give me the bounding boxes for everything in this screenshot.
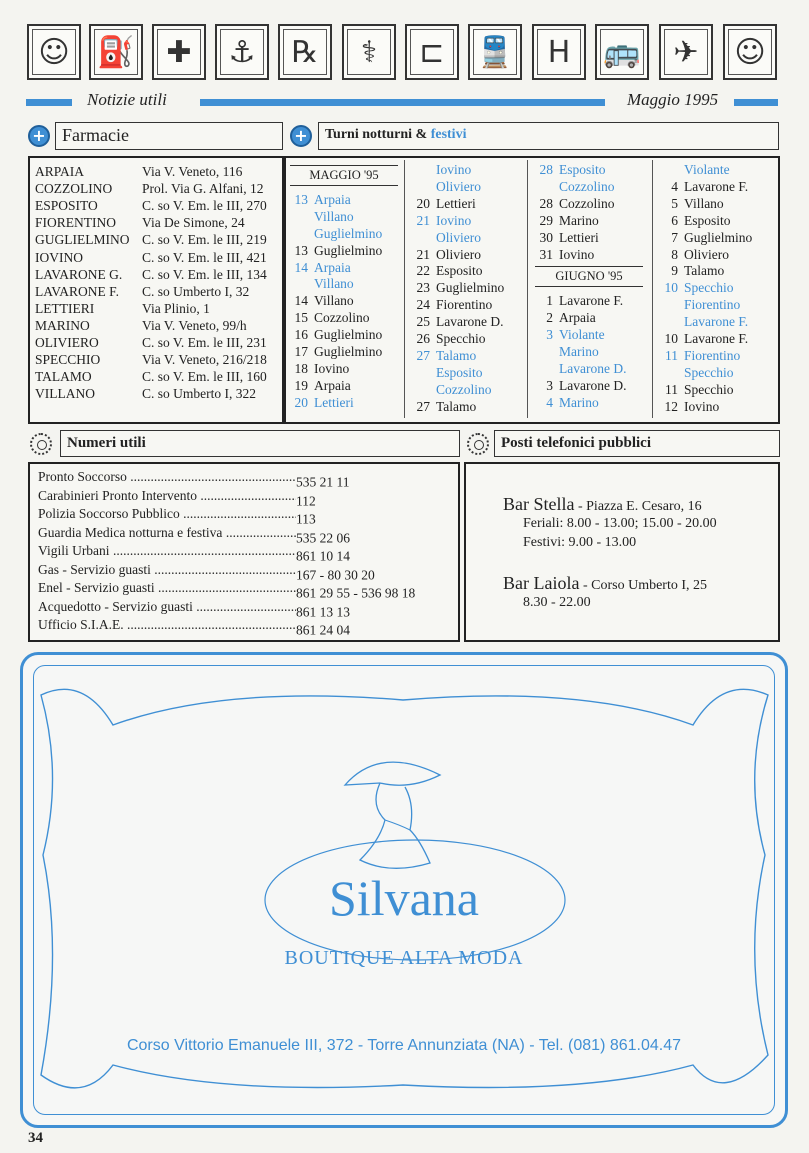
shift-day: 30 [539,229,553,245]
shift-day: 7 [671,229,678,245]
phone-dial-icon-2 [467,433,489,455]
shift-pharmacy: Violante [559,327,605,343]
shift-pharmacy: Fiorentino [684,347,741,363]
shift-pharmacy: Esposito [684,212,731,228]
shift-pharmacy: Specchio [684,280,734,296]
shift-pharmacy: Cozzolino [559,178,615,194]
shift-pharmacy: Oliviero [436,246,481,262]
shift-pharmacy: Cozzolino [436,381,492,397]
shift-pharmacy: Talamo [684,263,725,279]
header-rule-right [734,99,778,106]
useful-number-label-text: Ufficio S.I.A.E. [38,617,124,632]
shift-pharmacy: Lavarone D. [559,377,627,393]
turni-column [656,162,772,416]
shift-pharmacy: Iovino [436,162,472,177]
bus-icon: 🚌 [595,24,649,80]
shift-day: 21 [416,246,430,262]
pharmacy-address: Via V. Veneto, 116 [142,164,243,179]
farmacie-title: Farmacie [55,122,283,150]
shift-day [656,365,678,382]
useful-number-label [38,598,296,617]
shift-row [656,196,772,213]
shift-pharmacy: Guglielmino [314,344,383,360]
shift-day: 10 [664,331,678,347]
shift-day: 28 [539,195,553,211]
shift-row [286,378,402,395]
shift-pharmacy: Arpaia [314,259,351,275]
bar-stella-address: - Piazza E. Cesaro, 16 [574,499,702,514]
pharmacy-name: VILLANO [35,386,95,402]
shift-pharmacy: Violante [684,162,730,177]
shift-day [408,230,430,247]
useful-number-label-text: Acquedotto - Servizio guasti [38,598,193,614]
shift-day: 2 [546,310,553,326]
pharmacy-name: LETTIERI [35,300,95,316]
shift-pharmacy: Lavarone F. [684,314,749,330]
shift-pharmacy: Lettieri [314,394,354,410]
page-number: 34 [28,1130,43,1146]
shift-row [408,247,524,264]
shift-row [408,331,524,348]
clown-right-icon: ☺ [723,24,777,80]
shift-day: 29 [539,212,553,228]
pharmacy-address: C. so Umberto I, 322 [142,386,256,402]
shift-pharmacy: Fiorentino [684,297,741,313]
shift-day [286,209,308,226]
posti-panel [464,462,780,642]
pharmacy-name: COZZOLINO [35,181,113,197]
shift-row [408,263,524,280]
shift-day: 9 [671,263,678,279]
shift-pharmacy: Oliviero [436,178,481,194]
train-icon: 🚆 [468,24,522,80]
shift-row [656,162,772,179]
shift-pharmacy: Talamo [436,398,477,414]
posti-title: Posti telefonici pubblici [494,430,780,457]
shift-row [408,348,524,365]
pharmacy-name: IOVINO [35,249,83,265]
ad-brand: Silvana [329,870,479,926]
shift-day: 13 [294,242,308,258]
pharmacy-name: LAVARONE F. [35,283,119,299]
bar-laiola-name: Bar Laiola [503,573,580,593]
shift-pharmacy: Iovino [436,212,472,228]
shift-day: 24 [416,297,430,313]
shift-row [408,280,524,297]
shift-pharmacy: Cozzolino [314,310,370,326]
shift-day: 23 [416,280,430,296]
shift-pharmacy: Iovino [314,360,350,376]
shift-row [656,179,772,196]
pharmacy-name: ARPAIA [35,164,85,179]
pharmacy-address: Prol. Via G. Alfani, 12 [142,181,264,197]
bar-laiola [503,573,707,594]
shift-row [286,361,402,378]
useful-number-value: 861 13 13 [296,604,350,619]
shift-row [286,243,402,260]
useful-number-label [38,505,296,524]
useful-number-value: 535 22 06 [296,530,350,545]
shift-row [656,230,772,247]
shift-row [408,230,524,247]
shift-row [286,192,402,209]
shift-day: 26 [416,331,430,347]
bar-stella [503,494,702,515]
shift-row [286,310,402,327]
shift-day: 3 [546,327,553,343]
shift-day [531,179,553,196]
shift-pharmacy: Villano [314,276,354,292]
fuel-pump-icon: ⛽ [89,24,143,80]
shift-row [286,344,402,361]
shift-day [408,162,430,179]
shift-pharmacy: Talamo [436,347,477,363]
useful-number-label-text: Carabinieri Pronto Intervento [38,487,197,503]
shift-row [531,361,647,378]
turni-column [531,162,647,412]
shift-row [656,280,772,297]
useful-number-label [38,468,296,487]
useful-number-label-text: Guardia Medica notturna e festiva [38,524,223,540]
shift-pharmacy: Marino [559,344,599,360]
airplane-icon: ✈ [659,24,713,80]
shift-day: 6 [671,212,678,228]
shift-row [656,297,772,314]
clown-icon: ☺ [27,24,81,80]
shift-pharmacy: Lavarone F. [684,331,749,347]
shift-row [408,196,524,213]
shift-day [656,314,678,331]
pharmacy-address: C. so V. Em. le III, 421 [142,249,267,265]
shift-row [531,162,647,179]
shift-row [286,260,402,277]
shift-day [286,226,308,243]
pharmacy-name: MARINO [35,317,90,333]
shift-pharmacy: Esposito [436,263,483,279]
shift-row [286,209,402,226]
shift-pharmacy: Iovino [559,246,595,262]
shift-row [656,263,772,280]
shift-pharmacy: Guglielmino [314,327,383,343]
useful-number-label [38,616,296,635]
shift-day: 8 [671,246,678,262]
shift-row [531,213,647,230]
useful-number-value: 861 29 55 - 536 98 18 [296,585,416,601]
shift-pharmacy: Lettieri [559,229,599,245]
ad-address: Corso Vittorio Emanuele III, 372 - Torre Annunziata (NA) - Tel. (081) 861.04.47 [126,1037,682,1054]
shift-row [656,247,772,264]
shift-day: 27 [416,347,430,363]
shift-day: 3 [546,377,553,393]
shift-row [286,226,402,243]
shift-pharmacy: Marino [559,212,599,228]
shift-pharmacy: Guglielmino [684,229,753,245]
shift-row [408,314,524,331]
turni-title-festivi: festivi [430,127,467,142]
shift-row [531,293,647,310]
shift-pharmacy: Oliviero [436,229,481,245]
shift-pharmacy: Villano [314,293,354,309]
shift-pharmacy: Guglielmino [436,280,505,296]
bar-stella-name: Bar Stella [503,494,575,514]
shift-row [656,314,772,331]
shift-day [286,276,308,293]
shift-day [408,179,430,196]
shift-day: 16 [294,327,308,343]
shift-row [531,395,647,412]
shift-day: 1 [546,293,553,309]
useful-number-label [38,487,296,506]
shift-row [656,399,772,416]
shift-pharmacy: Arpaia [559,310,596,326]
useful-number-value: 535 21 11 [296,474,350,490]
shift-row [656,365,772,382]
shift-row [531,196,647,213]
pharmacy-address: Via De Simone, 24 [142,215,245,231]
shift-row [408,382,524,399]
shift-day: 19 [294,377,308,393]
hotel-bed-icon: ⊏ [405,24,459,80]
shift-pharmacy: Villano [314,208,354,224]
shift-pharmacy: Specchio [684,364,734,380]
useful-number-label [38,542,296,561]
shift-row [531,247,647,264]
shift-day [656,162,678,179]
shift-pharmacy: Lavarone D. [559,360,627,376]
pharmacy-rx-icon: ℞ [278,24,332,80]
shift-row [408,399,524,416]
issue-date: Maggio 1995 [627,90,719,109]
shift-day [408,382,430,399]
shift-day [531,344,553,361]
bar-stella-festivi: Festivi: 9.00 - 13.00 [523,535,637,550]
shift-pharmacy: Lettieri [436,195,476,211]
shift-day: 4 [546,394,553,410]
shift-row [408,365,524,382]
shift-pharmacy: Specchio [436,331,486,347]
anchor-icon: ⚓ [215,24,269,80]
useful-number-value: 861 24 04 [296,622,350,638]
useful-number-label [38,579,296,598]
shift-row [531,344,647,361]
shift-day: 4 [671,178,678,194]
month-header: MAGGIO '95 [290,165,398,186]
shift-day: 20 [294,394,308,410]
shift-row [656,213,772,230]
pharmacy-address: C. so Umberto I, 32 [142,283,250,299]
useful-number-value: 112 [296,493,316,508]
caduceus-icon: ⚕ [342,24,396,80]
shift-day: 10 [664,280,678,296]
turni-column [408,162,524,416]
useful-number-label-text: Pronto Soccorso [38,469,127,484]
pharmacy-address: Via V. Veneto, 99/h [142,317,247,333]
shift-row [531,327,647,344]
section-title: Notizie utili [87,90,167,109]
useful-number-label [38,561,296,580]
turni-title [318,122,779,150]
shift-row [531,378,647,395]
shift-day: 11 [665,381,678,397]
shift-day: 25 [416,314,430,330]
shift-pharmacy: Guglielmino [314,225,383,241]
shift-pharmacy: Lavarone F. [684,178,749,194]
bar-stella-feriali: Feriali: 8.00 - 13.00; 15.00 - 20.00 [523,516,717,531]
numeri-title: Numeri utili [60,430,460,457]
shift-row [286,395,402,412]
month-header: GIUGNO '95 [535,266,643,287]
turni-separator-2 [527,160,528,418]
shift-day: 17 [294,344,308,360]
useful-number-value: 861 10 14 [296,548,350,564]
pharmacy-address: C. so V. Em. le III, 160 [142,369,267,385]
first-aid-icon: ✚ [152,24,206,80]
useful-number-value: 167 - 80 30 20 [296,567,375,582]
shift-pharmacy: Guglielmino [314,242,383,258]
shift-row [408,179,524,196]
hospital-icon: H [532,24,586,80]
shift-pharmacy: Esposito [436,364,483,380]
shift-pharmacy: Fiorentino [436,297,493,313]
shift-row [531,230,647,247]
shift-pharmacy: Arpaia [314,191,351,207]
silvana-advertisement [20,652,788,1128]
turni-separator-1 [404,160,405,418]
shift-day: 15 [294,310,308,326]
turni-separator-3 [652,160,653,418]
shift-row [408,297,524,314]
shift-day: 5 [671,195,678,211]
shift-pharmacy: Lavarone F. [559,293,624,309]
shift-day: 14 [294,259,308,275]
pharmacy-name: OLIVIERO [35,335,99,350]
shift-pharmacy: Cozzolino [559,195,615,211]
header-rule-middle [200,99,605,106]
useful-number-label [38,524,296,543]
pharmacy-name: LAVARONE G. [35,266,123,282]
shift-pharmacy: Marino [559,394,599,410]
shift-row [286,293,402,310]
shift-pharmacy: Specchio [684,381,734,397]
shift-row [656,348,772,365]
pharmacy-name: ESPOSITO [35,198,98,214]
shift-row [656,382,772,399]
shift-row [286,327,402,344]
pharmacy-address: C. so V. Em. le III, 219 [142,232,267,248]
shift-day: 22 [416,263,430,279]
ad-tagline: BOUTIQUE ALTA MODA [284,947,524,969]
pharmacy-address: C. so V. Em. le III, 134 [142,266,267,282]
pharmacy-name: GUGLIELMINO [35,232,130,248]
shift-day [656,297,678,314]
turni-column [286,162,402,412]
shift-pharmacy: Oliviero [684,246,729,262]
phone-dial-icon [30,433,52,455]
bar-laiola-hours: 8.30 - 22.00 [523,595,591,610]
shift-pharmacy: Lavarone D. [436,314,504,330]
useful-number-value: 113 [296,511,316,527]
pharmacy-name: SPECCHIO [35,352,101,368]
shift-day: 11 [665,347,678,363]
pharmacy-name: FIORENTINO [35,215,116,231]
shift-day: 13 [294,191,308,207]
pharmacy-name: TALAMO [35,369,92,385]
shift-day: 18 [294,360,308,376]
first-aid-cross-icon: + [28,125,50,147]
useful-number-label-text: Vigili Urbani [38,543,110,558]
shift-pharmacy: Iovino [684,398,720,414]
shift-pharmacy: Villano [684,195,724,211]
pharmacy-address: C. so V. Em. le III, 231 [142,335,267,350]
shift-day [531,361,553,378]
shift-day: 12 [664,398,678,414]
pharmacy-address: C. so V. Em. le III, 270 [142,198,267,214]
shift-day: 27 [416,398,430,414]
shift-row [408,213,524,230]
shift-day: 20 [416,195,430,211]
turni-title-text: Turni notturni & [325,127,428,142]
shift-pharmacy: Esposito [559,162,606,177]
lady-hat-illustration [340,745,460,885]
useful-number-row [38,616,350,640]
shift-pharmacy: Arpaia [314,377,351,393]
shift-row [408,162,524,179]
useful-number-label-text: Enel - Servizio guasti [38,580,155,595]
shift-day [408,365,430,382]
header-rule-left [26,99,72,106]
shift-day: 21 [416,212,430,228]
shift-day: 14 [294,293,308,309]
shift-row [531,310,647,327]
first-aid-cross-icon-2: + [290,125,312,147]
pharmacy-address: Via Plinio, 1 [142,300,210,316]
useful-number-label-text: Polizia Soccorso Pubblico [38,506,180,521]
shift-day: 31 [539,246,553,262]
shift-row [286,276,402,293]
useful-number-label-text: Gas - Servizio guasti [38,561,151,577]
shift-day: 28 [539,162,553,177]
shift-row [656,331,772,348]
pharmacy-address: Via V. Veneto, 216/218 [142,352,267,368]
shift-row [531,179,647,196]
bar-laiola-address: - Corso Umberto I, 25 [579,578,708,593]
